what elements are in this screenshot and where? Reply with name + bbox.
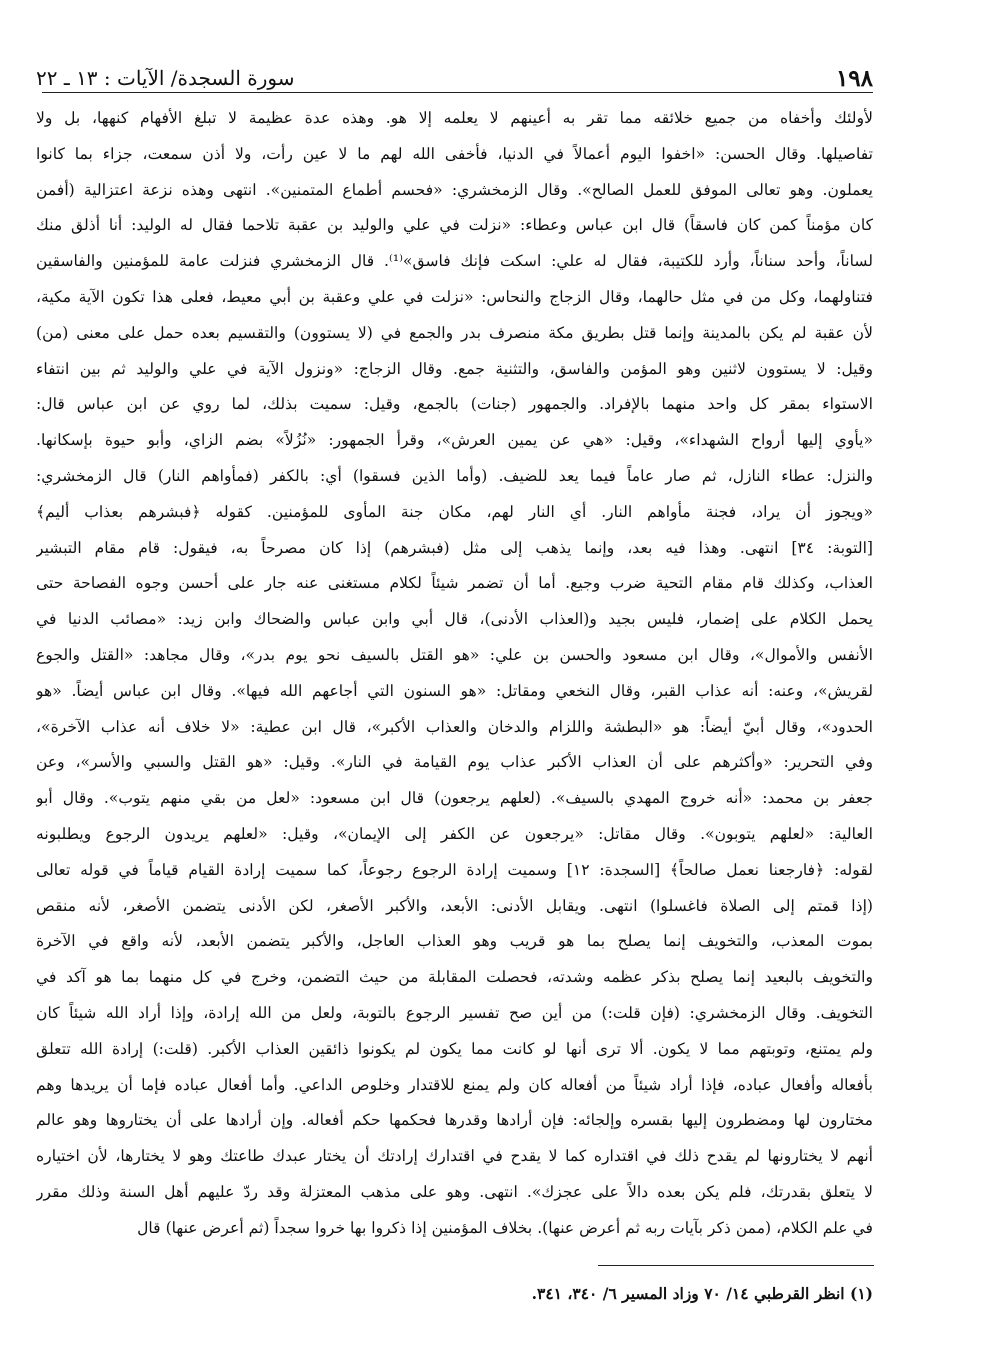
text-line: والتخويف بالبعيد إنما يصلح بذكر عظمه وشدته، فحصلت المقابلة من حيث التضمن، وخرج في كل منهما بما هو آكد في (36, 968, 873, 987)
text-line: كان مؤمناً كمن كان فاسقاً) قال ابن عباس وعطاء: «نزلت في علي والوليد بن عقبة تلاحما فقال له الوليد: أنا أذلق منك (36, 216, 873, 235)
text-line: الحدود»، وقال أبيّ أيضاً: هو «البطشة واللزام والدخان والعذاب الأكبر»، قال ابن عطية: «لا خلاف أنه عذاب الآخرة»، (36, 717, 873, 736)
text-line: [التوبة: ٣٤] انتهى. وهذا فيه بعد، وإنما يذهب إلى مثل (فبشرهم) إذا كان مصرحاً به، فيقول: قام مقام التبشير (36, 538, 873, 557)
text-line: فتناولهما، وكل من في مثل حالهما، وقال الزجاج والنحاس: «نزلت في علي وعقبة بن أبي معيط، فعلى هذا تكون الآية مكية، (36, 287, 873, 306)
text-line: يعملون. وهو تعالى الموفق للعمل الصالح». وقال الزمخشري: «فحسم أطماع المتمنين». انتهى وهذه نزعة اعتزالية (أفمن (36, 180, 873, 199)
header-divider (42, 92, 873, 93)
text-line: وقيل: لا يستوون لاثنين وهو المؤمن والفاسق، والتثنية جمع. وقال الزجاج: «ونزول الآية في علي والوليد ثم بين انتفاء (36, 359, 873, 378)
text-line: مختارون لها ومضطرون إليها بقسره وإلجائه: فإن أرادها وقدرها فحكمها حكم أفعاله. وإن أرادها على أن يختاروها وهو عالم (36, 1111, 873, 1130)
text-line: التخويف. وقال الزمخشري: (فإن قلت:) من أين صح تفسير الرجوع بالتوبة، ولعل من الله إرادة، وإذا أراد الله شيئاً كان (36, 1003, 873, 1022)
text-line: العالية: «لعلهم يتوبون». وقال مقاتل: «يرجعون عن الكفر إلى الإيمان»، وقيل: «لعلهم يريدون الرجوع ويطلبونه (36, 824, 873, 843)
text-line: لقريش»، وعنه: أنه عذاب القبر، وقال النخعي ومقاتل: «هو السنون التي أجاعهم الله فيها». وقال ابن عباس أيضاً. «هو (36, 681, 873, 700)
running-title: سورة السجدة/ الآيات : ١٣ ـ ٢٢ (36, 66, 295, 90)
text-line: «ويجوز أن يراد، فجنة مأواهم النار. أي النار لهم، مكان جنة المأوى للمؤمنين. كقوله ﴿فبشرهم بعذاب أليم﴾ (36, 502, 873, 521)
text-line: والنزل: عطاء النازل، ثم صار عاماً فيما يعد للضيف. (وأما الذين فسقوا) أي: بالكفر (فمأواهم النار) قال الزمخشري: (36, 466, 873, 485)
text-line: لأولئك وأخفاه من جميع خلائقه مما تقر به أعينهم لا يعلمه إلا هو. وهذه عدة عظيمة لا تبلغ الأفهام كنهها، بل ولا (36, 109, 873, 127)
text-line: ولم يمتنع، وتوبتهم مما لا يكون. ألا ترى أنها لو كانت مما يكون لم يكونوا ذائقين العذاب الأكبر. (قلت:) إرادة الله تتعلق (36, 1039, 873, 1058)
text-line: يحمل الكلام على إضمار، فليس بجيد و(العذاب الأدنى)، قال أبي وابن عباس والضحاك وابن زيد: «مصائب الدنيا في (36, 610, 873, 629)
footnote: (١) انظر القرطبي ١٤/ ٧٠ وزاد المسير ٦/ ٣٤٠، ٣٤١. (531, 1284, 873, 1303)
text-line: لقوله: ﴿فارجعنا نعمل صالحاً﴾ [السجدة: ١٢] وسميت إرادة الرجوع رجوعاً، كما سميت إرادة القيام قياماً في قوله تعالى (36, 860, 873, 879)
footnote-divider (598, 1265, 874, 1266)
text-line: (إذا قمتم إلى الصلاة فاغسلوا) انتهى. ويقابل الأدنى: الأبعد، والأكبر الأصغر، لكن الأدنى يتضمن الأصغر، لأنه منقص (36, 896, 873, 915)
page-number: ١٩٨ (835, 64, 873, 92)
text-line: بأفعاله وأفعال عباده، فإذا أراد شيئاً من أفعاله كان ولم يمنع للاقتدار وخلوص الداعي. وأما أفعال عباده فإما أن يريدها وهم (36, 1075, 873, 1094)
main-text (36, 101, 873, 1247)
text-line: العذاب، وكذلك قام مقام التحية ضرب وجيع. أما أن تضمر شيئاً لكلام مستغنى عنه جار على أحسن وجوه الفصاحة حتى (36, 574, 873, 593)
text-line: بموت المعذب، والتخويف إنما يصلح بما هو قريب وهو العذاب العاجل، والأكبر يتضمن الأبعد، لأنه واقع في الآخرة (36, 932, 873, 951)
text-line: في علم الكلام، (ممن ذكر بآيات ربه ثم أعرض عنها). بخلاف المؤمنين إذا ذكروا بها خروا سجداً (ثم أعرض عنها) قال (137, 1218, 873, 1237)
text-line: أنهم لا يختارونها لم يقدح ذلك في اقتداره كما لا يقدح في اقتدارك إرادتك أن يختار عبدك طاعتك وهو لا يختارها، لأن اختياره (36, 1147, 873, 1166)
text-line: الاستواء بمقر كل واحد منهما بالإفراد. والجمهور (جنات) بالجمع، وقيل: سميت بذلك، لما روي عن ابن عباس قال: (36, 395, 873, 414)
text-line: تفاصيلها. وقال الحسن: «اخفوا اليوم أعمالاً في الدنيا، فأخفى الله لهم ما لا عين رأت، ولا أذن سمعت، جزاء بما كانوا (36, 144, 873, 163)
text-line: لا يتعلق بقدرتك، فلم يكن بعده دالاً على عجزك». انتهى. وهو على مذهب المعتزلة وقد ردّ عليهم أهل السنة وذلك مقرر (36, 1182, 873, 1201)
text-line: لأن عقبة لم يكن بالمدينة وإنما قتل بطريق مكة منصرف بدر والجمع في (لا يستوون) والتقسيم بعده حمل على معنى (من) (36, 323, 873, 342)
text-line: جعفر بن محمد: «أنه خروج المهدي بالسيف». (لعلهم يرجعون) قال ابن مسعود: «لعل من بقي منهم يتوب». وقال أبو (36, 789, 873, 808)
text-line: الأنفس والأموال»، وقال ابن مسعود والحسن بن علي: «هو القتل بالسيف نحو يوم بدر»، وقال مجاهد: «القتل والجوع (36, 645, 873, 664)
page-header (36, 62, 873, 94)
text-line: وفي التحرير: «وأكثرهم على أن العذاب الأكبر عذاب يوم القيامة في النار». وقيل: «هو القتل والسبي والأسر»، وعن (36, 753, 873, 772)
text-line: لساناً، وأحد سناناً، وأرد للكتيبة، فقال له علي: اسكت فإنك فاسق»⁽¹⁾. قال الزمخشري فنزلت عامة للمؤمنين والفاسقين (36, 252, 873, 271)
text-line: «يأوي إليها أرواح الشهداء»، وقيل: «هي عن يمين العرش»، وقرأ الجمهور: «نُزُلاً» بضم الزاي، وأبو حيوة بإسكانها. (36, 431, 873, 450)
